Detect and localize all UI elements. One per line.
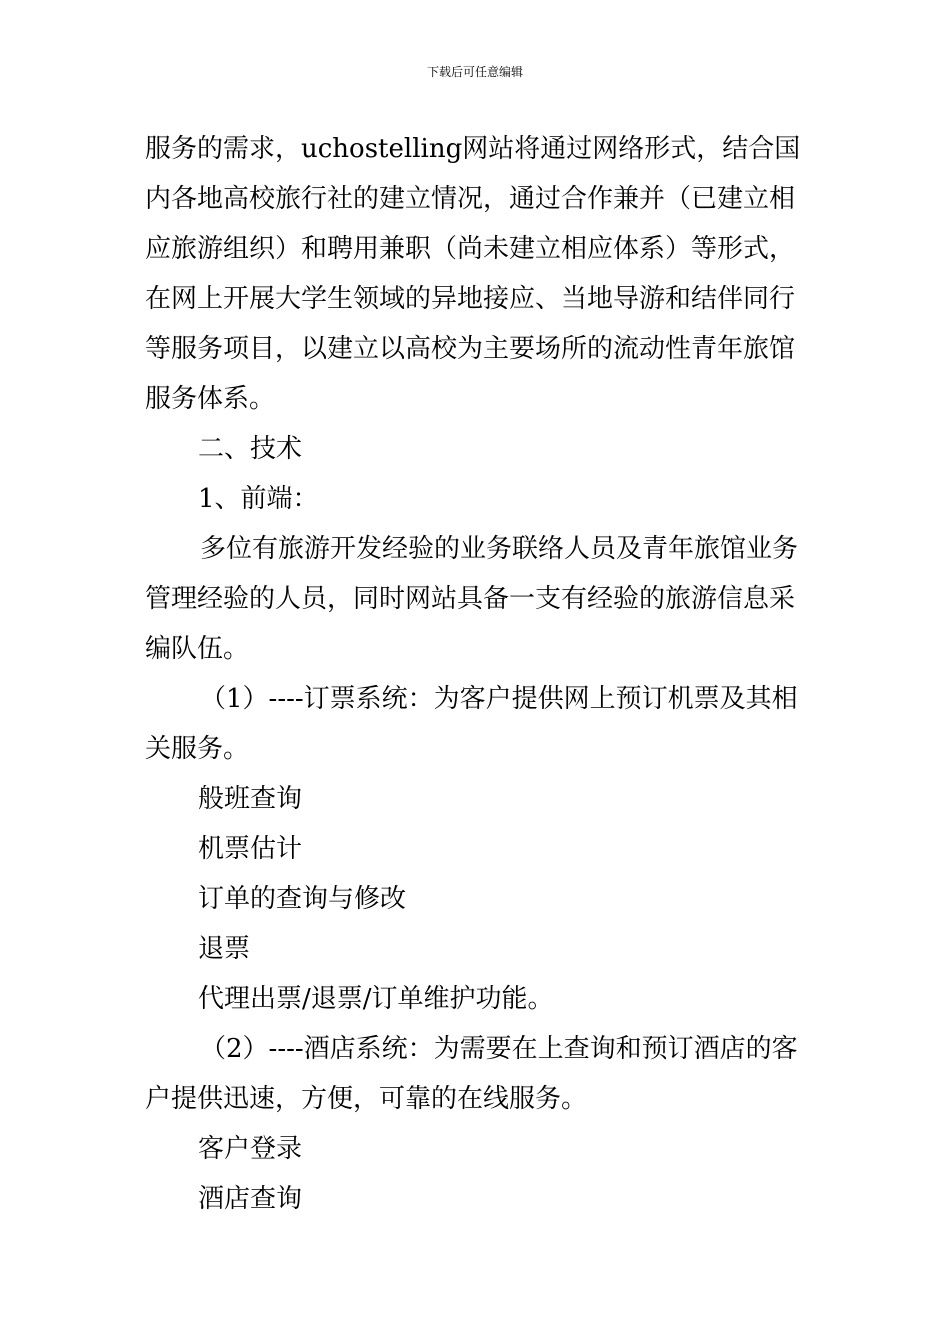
paragraph-line: 应旅游组织）和聘用兼职（尚未建立相应体系）等形式， [145,234,796,264]
paragraph-line: 关服务。 [145,734,250,764]
paragraph-line: 户提供迅速，方便，可靠的在线服务。 [145,1084,588,1114]
paragraph-line: 内各地高校旅行社的建立情况，通过合作兼并（已建立相 [145,184,796,214]
paragraph-line: 编队伍。 [145,634,250,664]
paragraph-line: 多位有旅游开发经验的业务联络人员及青年旅馆业务 [200,534,799,564]
list-item: 客户登录 [198,1134,303,1164]
subsection-heading: 1、前端： [198,484,319,514]
paragraph-line: 服务的需求，uchostelling网站将通过网络形式，结合国 [145,134,801,164]
section-heading: 二、技术 [198,434,303,464]
list-item: 代理出票/退票/订单维护功能。 [198,984,554,1014]
paragraph-line: （1）----订票系统：为客户提供网上预订机票及其相 [200,684,798,714]
paragraph-line: 等服务项目，以建立以高校为主要场所的流动性青年旅馆 [145,334,796,364]
paragraph-line: 在网上开展大学生领域的异地接应、当地导游和结伴同行 [145,284,796,314]
list-item: 般班查询 [198,784,303,814]
paragraph-line: （2）----酒店系统：为需要在上查询和预订酒店的客 [200,1034,798,1064]
paragraph-line: 服务体系。 [145,384,276,414]
paragraph-line: 管理经验的人员，同时网站具备一支有经验的旅游信息采 [145,584,796,614]
list-item: 酒店查询 [198,1184,303,1214]
list-item: 机票估计 [198,834,303,864]
page-header: 下载后可任意编辑 [426,65,523,79]
list-item: 退票 [198,934,251,964]
list-item: 订单的查询与修改 [198,884,407,914]
